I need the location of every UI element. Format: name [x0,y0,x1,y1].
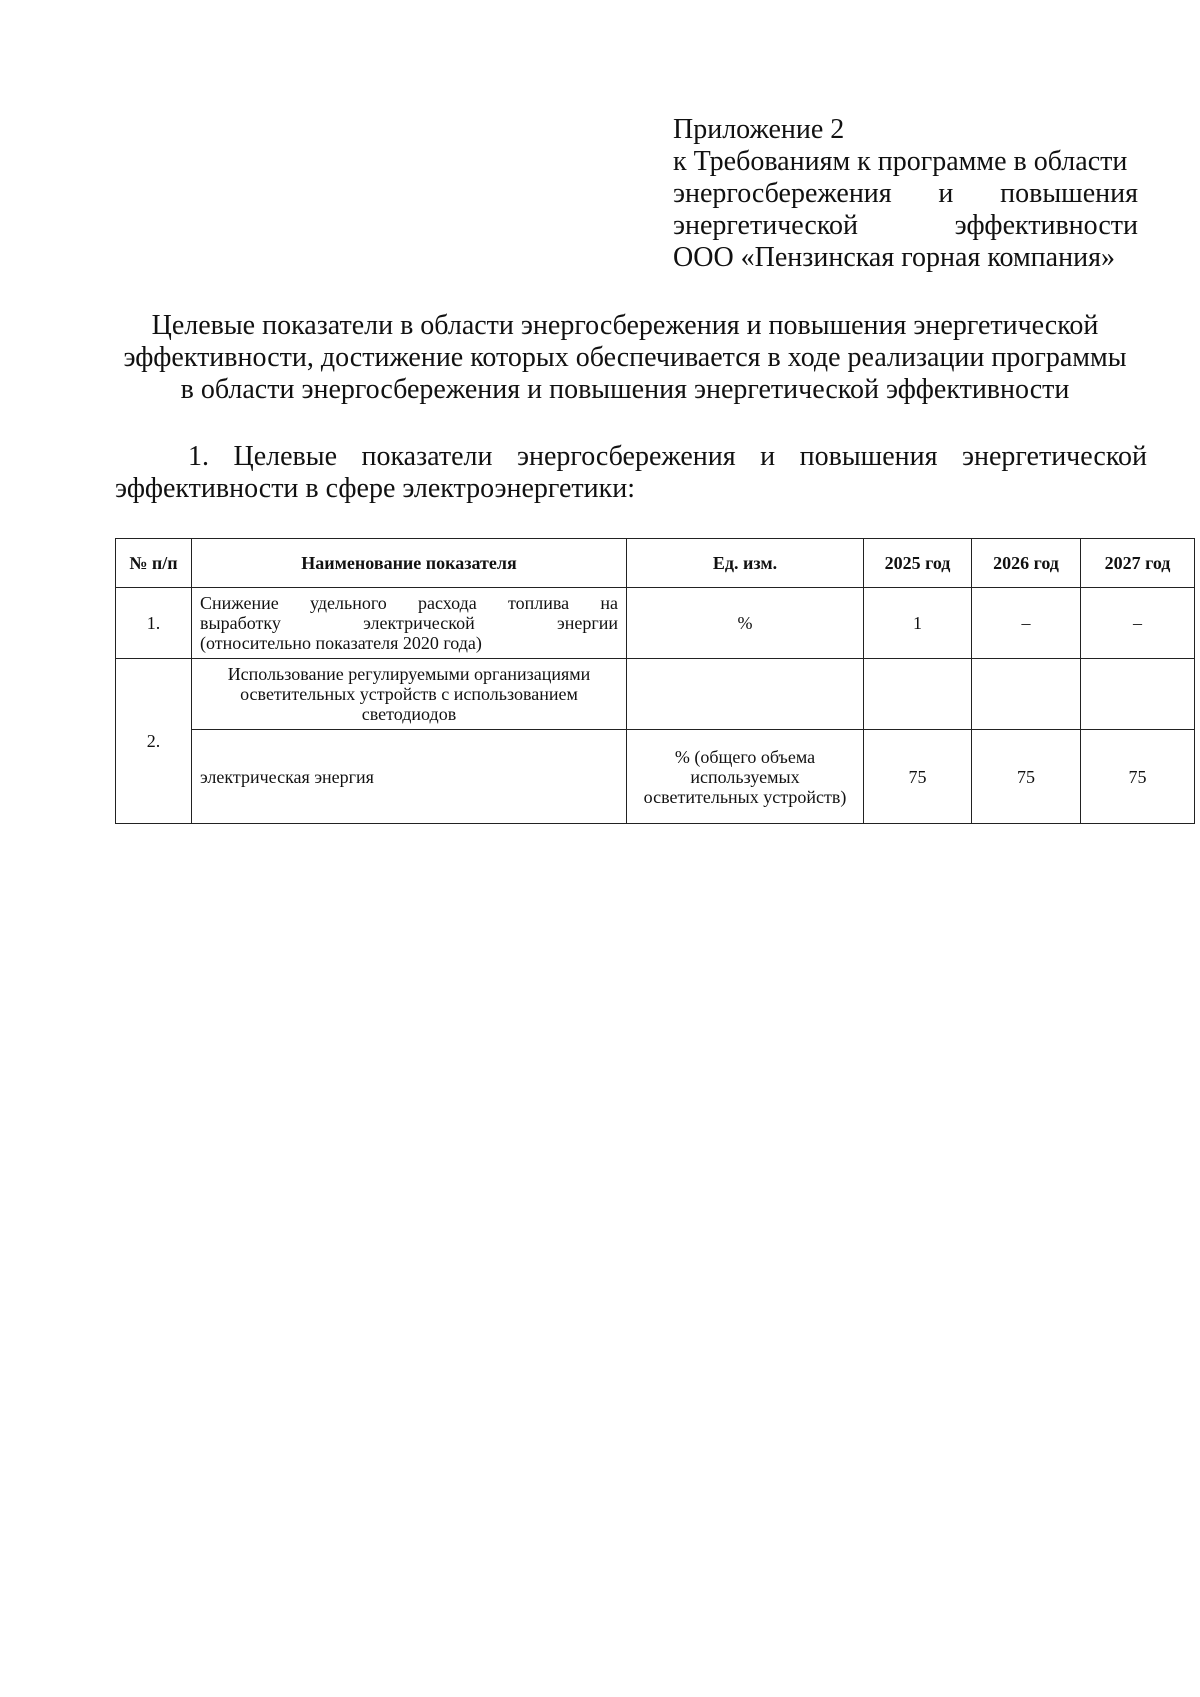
row-2-2026 [972,659,1081,730]
row-3-name: электрическая энергия [192,730,627,824]
row-1-2027: – [1081,588,1195,659]
header-2025: 2025 год [864,539,972,588]
table-row [116,659,1195,730]
row-2-unit [627,659,864,730]
section-heading-line-2: эффективности в сфере электроэнергетики: [115,473,636,504]
row-1-name-line-3: (относительно показателя 2020 года) [200,633,482,653]
row-3-unit: % (общего объема используемых осветительных устройств) [627,730,864,824]
row-3-2027: 75 [1081,730,1195,824]
row-3-2026: 75 [972,730,1081,824]
header-2026: 2026 год [972,539,1081,588]
row-1-name-line-1: Снижение удельного расхода топлива на [200,593,618,613]
appendix-reference-line-3: энергосбережения и повышения [673,178,1138,209]
row-1-2025: 1 [864,588,972,659]
document-title [100,310,1150,406]
appendix-number: Приложение 2 [673,114,845,145]
row-1-unit: % [627,588,864,659]
table-row [116,588,1195,659]
header-name: Наименование показателя [192,539,627,588]
row-2-num: 2. [116,659,192,824]
section-heading-line-1: 1. Целевые показатели энергосбережения и повышения энергетической [188,441,1147,472]
header-2027: 2027 год [1081,539,1195,588]
row-3-2025: 75 [864,730,972,824]
row-1-num: 1. [116,588,192,659]
row-1-name [192,588,627,659]
appendix-reference: к Требованиям к программе в области [673,146,1128,177]
row-1-name-line-2: выработку электрической энергии [200,613,618,633]
row-1-2026: – [972,588,1081,659]
header-num: № п/п [116,539,192,588]
row-2-name: Использование регулируемыми организациями осветительных устройств с использованием светодиодов [192,659,627,730]
row-2-2025 [864,659,972,730]
table-header-row [116,539,1195,588]
table-row [116,730,1195,824]
appendix-reference-line-4: энергетической эффективности [673,210,1138,241]
indicators-table [115,538,1195,824]
title-line-1: Целевые показатели в области энергосбережения и повышения энергетической [151,310,1099,341]
section-heading [115,441,1147,505]
appendix-header [673,114,1138,274]
header-unit: Ед. изм. [627,539,864,588]
title-line-2: эффективности, достижение которых обеспечивается в ходе реализации программы [123,342,1127,373]
appendix-company: ООО «Пензинская горная компания» [673,242,1115,273]
title-line-3: в области энергосбережения и повышения энергетической эффективности [180,374,1070,405]
row-2-2027 [1081,659,1195,730]
